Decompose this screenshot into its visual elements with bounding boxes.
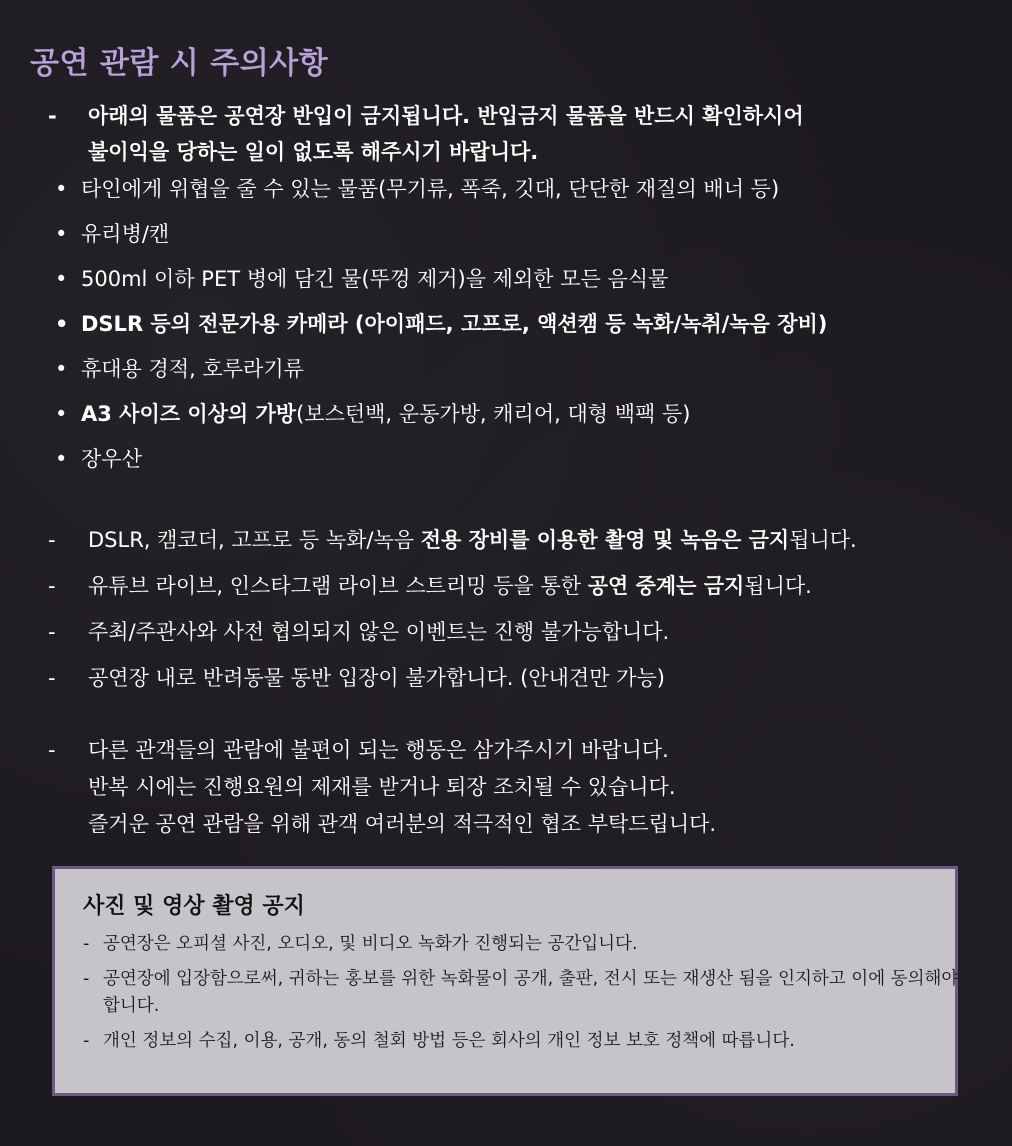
dash-marker: - bbox=[48, 738, 56, 762]
banned-item-rest: (보스턴백, 운동가방, 캐리어, 대형 백팩 등) bbox=[296, 402, 691, 426]
notice-item-text: 공연장에 입장함으로써, 귀하는 홍보를 위한 녹화물이 공개, 출판, 전시 또는 재생산 됨을 인지하고 이에 동의해야 합니다. bbox=[103, 969, 959, 1016]
rule-text: 주최/주관사와 사전 협의되지 않은 이벤트는 진행 불가능합니다. bbox=[88, 620, 670, 644]
list-item bbox=[55, 351, 827, 396]
rule-text-suffix: 됩니다. bbox=[789, 528, 857, 552]
bullet-icon: • bbox=[55, 402, 68, 426]
dash-marker: - bbox=[48, 104, 57, 128]
notice-title: 사진 및 영상 촬영 공지 bbox=[83, 894, 305, 919]
list-item bbox=[55, 306, 827, 351]
bullet-icon: • bbox=[55, 222, 68, 246]
rule-text bbox=[88, 568, 812, 604]
rule-text bbox=[88, 522, 857, 558]
banned-item-text: 휴대용 경적, 호루라기류 bbox=[81, 357, 304, 381]
bullet-icon: • bbox=[55, 267, 68, 291]
list-item bbox=[55, 171, 827, 216]
dash-marker: - bbox=[83, 934, 90, 954]
rule-text-bold: 공연 중계는 금지 bbox=[587, 574, 745, 598]
rule-text: 공연장 내로 반려동물 동반 입장이 불가합니다. (안내견만 가능) bbox=[88, 666, 665, 690]
dash-marker: - bbox=[83, 1031, 90, 1051]
bullet-icon: • bbox=[55, 312, 69, 336]
notice-item bbox=[83, 931, 963, 958]
rule-text-suffix: 됩니다. bbox=[744, 574, 812, 598]
list-item bbox=[55, 441, 827, 486]
rule-text-plain: DSLR, 캠코더, 고프로 등 녹화/녹음 bbox=[88, 528, 421, 552]
notice-item bbox=[83, 966, 963, 1020]
rule-text-plain: 유튜브 라이브, 인스타그램 라이브 스트리밍 등을 통한 bbox=[88, 574, 588, 598]
dash-marker: - bbox=[48, 574, 56, 598]
closing-line: 다른 관객들의 관람에 불편이 되는 행동은 삼가주시기 바랍니다. bbox=[88, 738, 669, 762]
notice-item bbox=[83, 1028, 963, 1055]
banned-item-text: 유리병/캔 bbox=[81, 222, 170, 246]
bullet-icon: • bbox=[55, 177, 68, 201]
dash-marker: - bbox=[83, 969, 90, 989]
intro-line-2: 불이익을 당하는 일이 없도록 해주시기 바랍니다. bbox=[88, 140, 539, 164]
photo-video-notice-box bbox=[52, 866, 958, 1096]
list-item bbox=[55, 261, 827, 306]
rule-text-bold: 전용 장비를 이용한 촬영 및 녹음은 금지 bbox=[420, 528, 790, 552]
page-title: 공연 관람 시 주의사항 bbox=[30, 46, 329, 81]
closing-line: 즐거운 공연 관람을 위해 관객 여러분의 적극적인 협조 부탁드립니다. bbox=[88, 812, 717, 836]
bullet-icon: • bbox=[55, 447, 68, 471]
banned-item-text: 장우산 bbox=[81, 447, 142, 471]
banned-item-text: DSLR 등의 전문가용 카메라 (아이패드, 고프로, 액션캠 등 녹화/녹취/녹음 장비) bbox=[81, 312, 828, 336]
banned-item-text: 500ml 이하 PET 병에 담긴 물(뚜껑 제거)을 제외한 모든 음식물 bbox=[81, 267, 669, 291]
notice-item-text: 개인 정보의 수집, 이용, 공개, 동의 철회 방법 등은 회사의 개인 정보 보호 정책에 따릅니다. bbox=[103, 1031, 795, 1051]
dash-marker: - bbox=[48, 620, 56, 644]
banned-item-bold: A3 사이즈 이상의 가방 bbox=[81, 402, 297, 426]
banned-item-text: 타인에게 위협을 줄 수 있는 물품(무기류, 폭죽, 깃대, 단단한 재질의 배너 등) bbox=[81, 177, 780, 201]
bullet-icon: • bbox=[55, 357, 68, 381]
intro-line-1: 아래의 물품은 공연장 반입이 금지됩니다. 반입금지 물품을 반드시 확인하시어 bbox=[88, 104, 804, 128]
dash-marker: - bbox=[48, 666, 56, 690]
notice-item-text: 공연장은 오피셜 사진, 오디오, 및 비디오 녹화가 진행되는 공간입니다. bbox=[103, 934, 638, 954]
notice-list bbox=[83, 931, 963, 1063]
banned-items-list bbox=[55, 171, 827, 486]
list-item bbox=[55, 396, 827, 441]
dash-marker: - bbox=[48, 528, 56, 552]
list-item bbox=[55, 216, 827, 261]
closing-line: 반복 시에는 진행요원의 제재를 받거나 퇴장 조치될 수 있습니다. bbox=[88, 775, 676, 799]
